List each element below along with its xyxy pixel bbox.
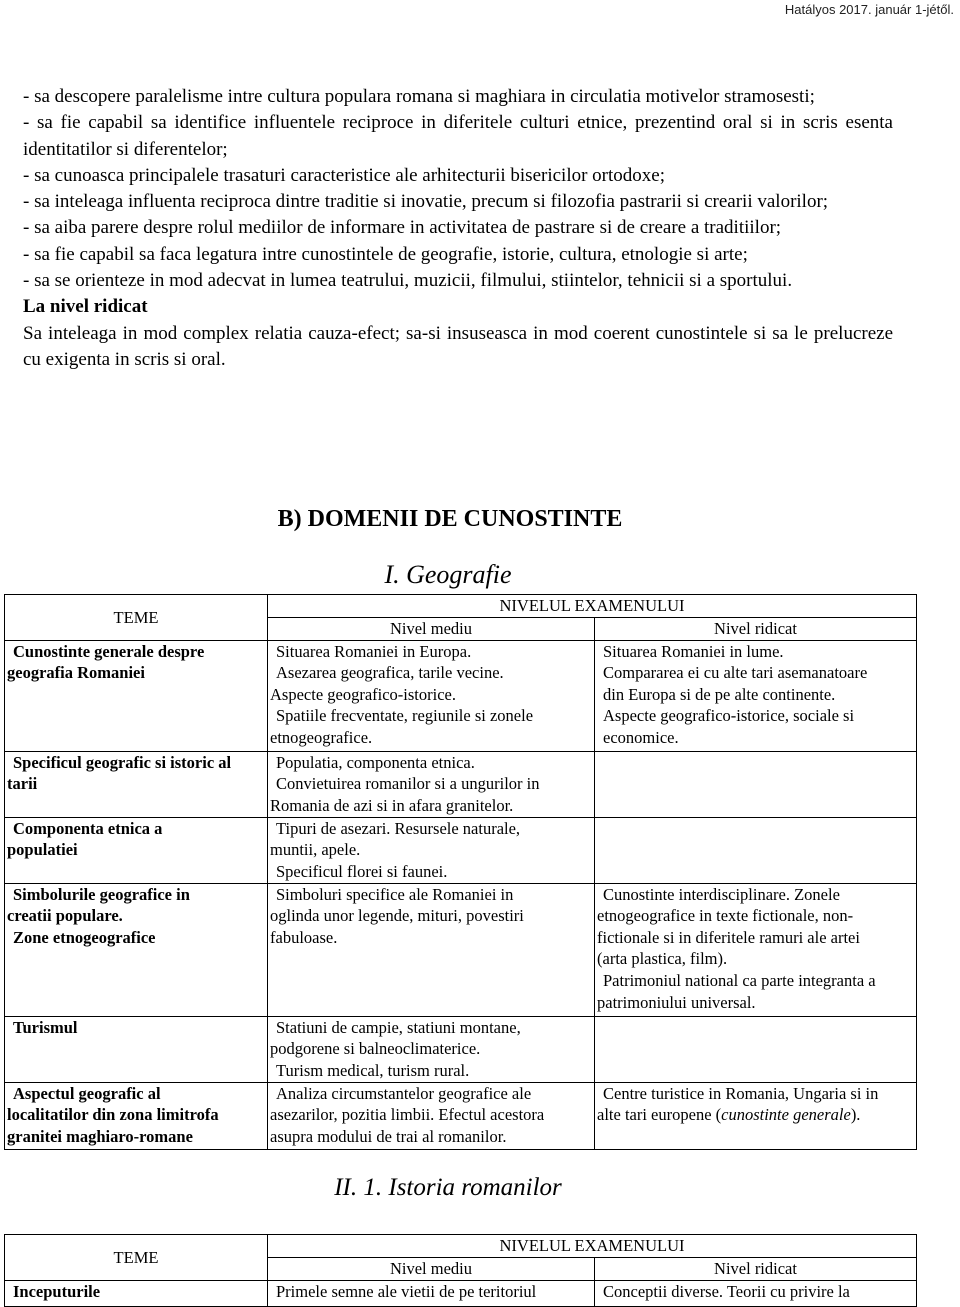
tema-line: Aspectul geografic al <box>13 1083 161 1103</box>
section-title: B) DOMENII DE CUNOSTINTE <box>277 506 623 532</box>
page-header-effective-date: Hatályos 2017. január 1-jétől. <box>784 2 954 17</box>
tema-line: localitatilor din zona limitrofa <box>7 1105 219 1125</box>
mediu-line: Populatia, componenta etnica. <box>276 752 475 772</box>
tema-line: Specificul geografic si istoric al <box>13 752 232 772</box>
ridicat-line: (arta plastica, film). <box>597 949 728 969</box>
list-item: - sa se orienteze in mod adecvat in lumea teatrului, muzicii, filmului, stiintelor, tehnicii si a sportului. <box>23 270 793 292</box>
mediu-line: Specificul florei si faunei. <box>276 861 448 881</box>
table-row <box>5 751 917 817</box>
level-heading: La nivel ridicat <box>23 296 148 318</box>
mediu-line: etnogeografice. <box>270 727 373 747</box>
geography-table <box>4 594 917 1150</box>
mediu-line: podgorene si balneoclimaterice. <box>270 1039 481 1059</box>
header-nivel: NIVELUL EXAMENULUI <box>268 595 917 618</box>
header-nivel: NIVELUL EXAMENULUI <box>268 1235 917 1258</box>
tema-line: Cunostinte generale despre <box>13 641 205 661</box>
tema-line: Inceputurile <box>13 1281 101 1301</box>
mediu-line: oglinda unor legende, mituri, povestiri <box>270 906 524 926</box>
ridicat-line: Aspecte geografico-istorice, sociale si <box>603 706 855 726</box>
ridicat-text-end: ). <box>850 1105 861 1125</box>
ridicat-line: fictionale si in diferitele ramuri ale artei <box>597 927 860 947</box>
mediu-line: Analiza circumstantelor geografice ale <box>276 1083 532 1103</box>
ridicat-line <box>597 1104 914 1126</box>
table-row <box>5 883 917 1016</box>
ridicat-line: Cunostinte interdisciplinare. Zonele <box>603 884 840 904</box>
ridicat-line: Centre turistice in Romania, Ungaria si in <box>603 1083 879 1103</box>
mediu-line: Statiuni de campie, statiuni montane, <box>276 1017 521 1037</box>
mediu-line: Romania de azi si in afara granitelor. <box>270 795 514 815</box>
tema-line: Componenta etnica a <box>13 818 163 838</box>
mediu-line: Situarea Romaniei in Europa. <box>276 641 472 661</box>
tema-line: Zone etnogeografice <box>13 927 156 947</box>
ridicat-line: economice. <box>603 727 679 747</box>
ridicat-line: Patrimoniul national ca parte integranta a <box>603 970 876 990</box>
ridicat-line: Compararea ei cu alte tari asemanatoare <box>603 663 868 683</box>
tema-line: Simbolurile geografice in <box>13 884 190 904</box>
tema-line: tarii <box>7 774 38 794</box>
mediu-line: asezarilor, pozitia limbii. Efectul acestora <box>270 1105 545 1125</box>
geography-title: I. Geografie <box>384 560 512 589</box>
header-mediu: Nivel mediu <box>268 618 595 641</box>
mediu-line: Simboluri specifice ale Romaniei in <box>276 884 514 904</box>
list-item: - sa descopere paralelisme intre cultura populara romana si maghiara in circulatia motivelor stramosesti; <box>23 86 815 107</box>
ridicat-line: patrimoniului universal. <box>597 992 756 1012</box>
tema-line: geografia Romaniei <box>7 663 145 683</box>
table-row <box>5 1016 917 1082</box>
table-row <box>5 640 917 751</box>
table-row <box>5 1082 917 1149</box>
mediu-line: Primele semne ale vietii de pe teritoriul <box>276 1281 537 1301</box>
mediu-line: Aspecte geografico-istorice. <box>270 684 456 704</box>
mediu-line: Spatiile frecventate, regiunile si zonele <box>276 706 534 726</box>
mediu-line: asupra modului de trai al romanilor. <box>270 1126 507 1146</box>
ridicat-line: Conceptii diverse. Teorii cu privire la <box>603 1281 850 1301</box>
tema-line: granitei maghiaro-romane <box>7 1126 193 1146</box>
header-teme: TEME <box>5 1235 268 1281</box>
list-item: - sa fie capabil sa faca legatura intre cunostintele de geografie, istorie, cultura, etnologie si arte; <box>23 243 748 265</box>
history-table <box>4 1234 917 1307</box>
tema-line: Turismul <box>13 1017 78 1037</box>
mediu-line: muntii, apele. <box>270 840 361 860</box>
intro-text <box>5 84 893 373</box>
mediu-line: Convietuirea romanilor si a ungurilor in <box>276 774 540 794</box>
mediu-line: fabuloase. <box>270 927 338 947</box>
mediu-line: Turism medical, turism rural. <box>276 1060 470 1080</box>
list-item: - sa aiba parere despre rolul mediilor de informare in activitatea de pastrare si de creare a traditiilor; <box>23 217 782 239</box>
list-item: - sa fie capabil sa identifice influentele reciproce in diferitele culturi etnice, prezentind oral si in scris esenta identitatilor si diferentelor; <box>23 112 893 160</box>
level-text: Sa inteleaga in mod complex relatia cauza-efect; sa-si insuseasca in mod coerent cunostintele si sa le prelucreze cu exigenta in scris si oral. <box>23 322 893 370</box>
ridicat-italic-text: cunostinte generale <box>721 1105 851 1125</box>
list-item: - sa cunoasca principalele trasaturi caracteristice ale arhitecturii bisericilor ortodoxe; <box>23 164 665 186</box>
table-row <box>5 1280 917 1306</box>
list-item: - sa inteleaga influenta reciproca dintre traditie si inovatie, precum si filozofia pastrarii si crearii valorilor; <box>23 191 829 213</box>
ridicat-line: etnogeografice in texte fictionale, non- <box>597 906 854 926</box>
tema-line: populatiei <box>7 840 78 860</box>
mediu-line: Tipuri de asezari. Resursele naturale, <box>276 818 521 838</box>
header-mediu: Nivel mediu <box>268 1258 595 1281</box>
header-ridicat: Nivel ridicat <box>595 1258 917 1281</box>
header-teme: TEME <box>5 595 268 641</box>
table-row <box>5 817 917 883</box>
ridicat-line: din Europa si de pe alte continente. <box>603 684 836 704</box>
ridicat-line: Situarea Romaniei in lume. <box>603 641 784 661</box>
header-ridicat: Nivel ridicat <box>595 618 917 641</box>
ridicat-text: alte tari europene ( <box>597 1105 722 1125</box>
tema-line: creatii populare. <box>7 906 123 926</box>
mediu-line: Asezarea geografica, tarile vecine. <box>276 663 504 683</box>
history-title: II. 1. Istoria romanilor <box>334 1174 562 1201</box>
